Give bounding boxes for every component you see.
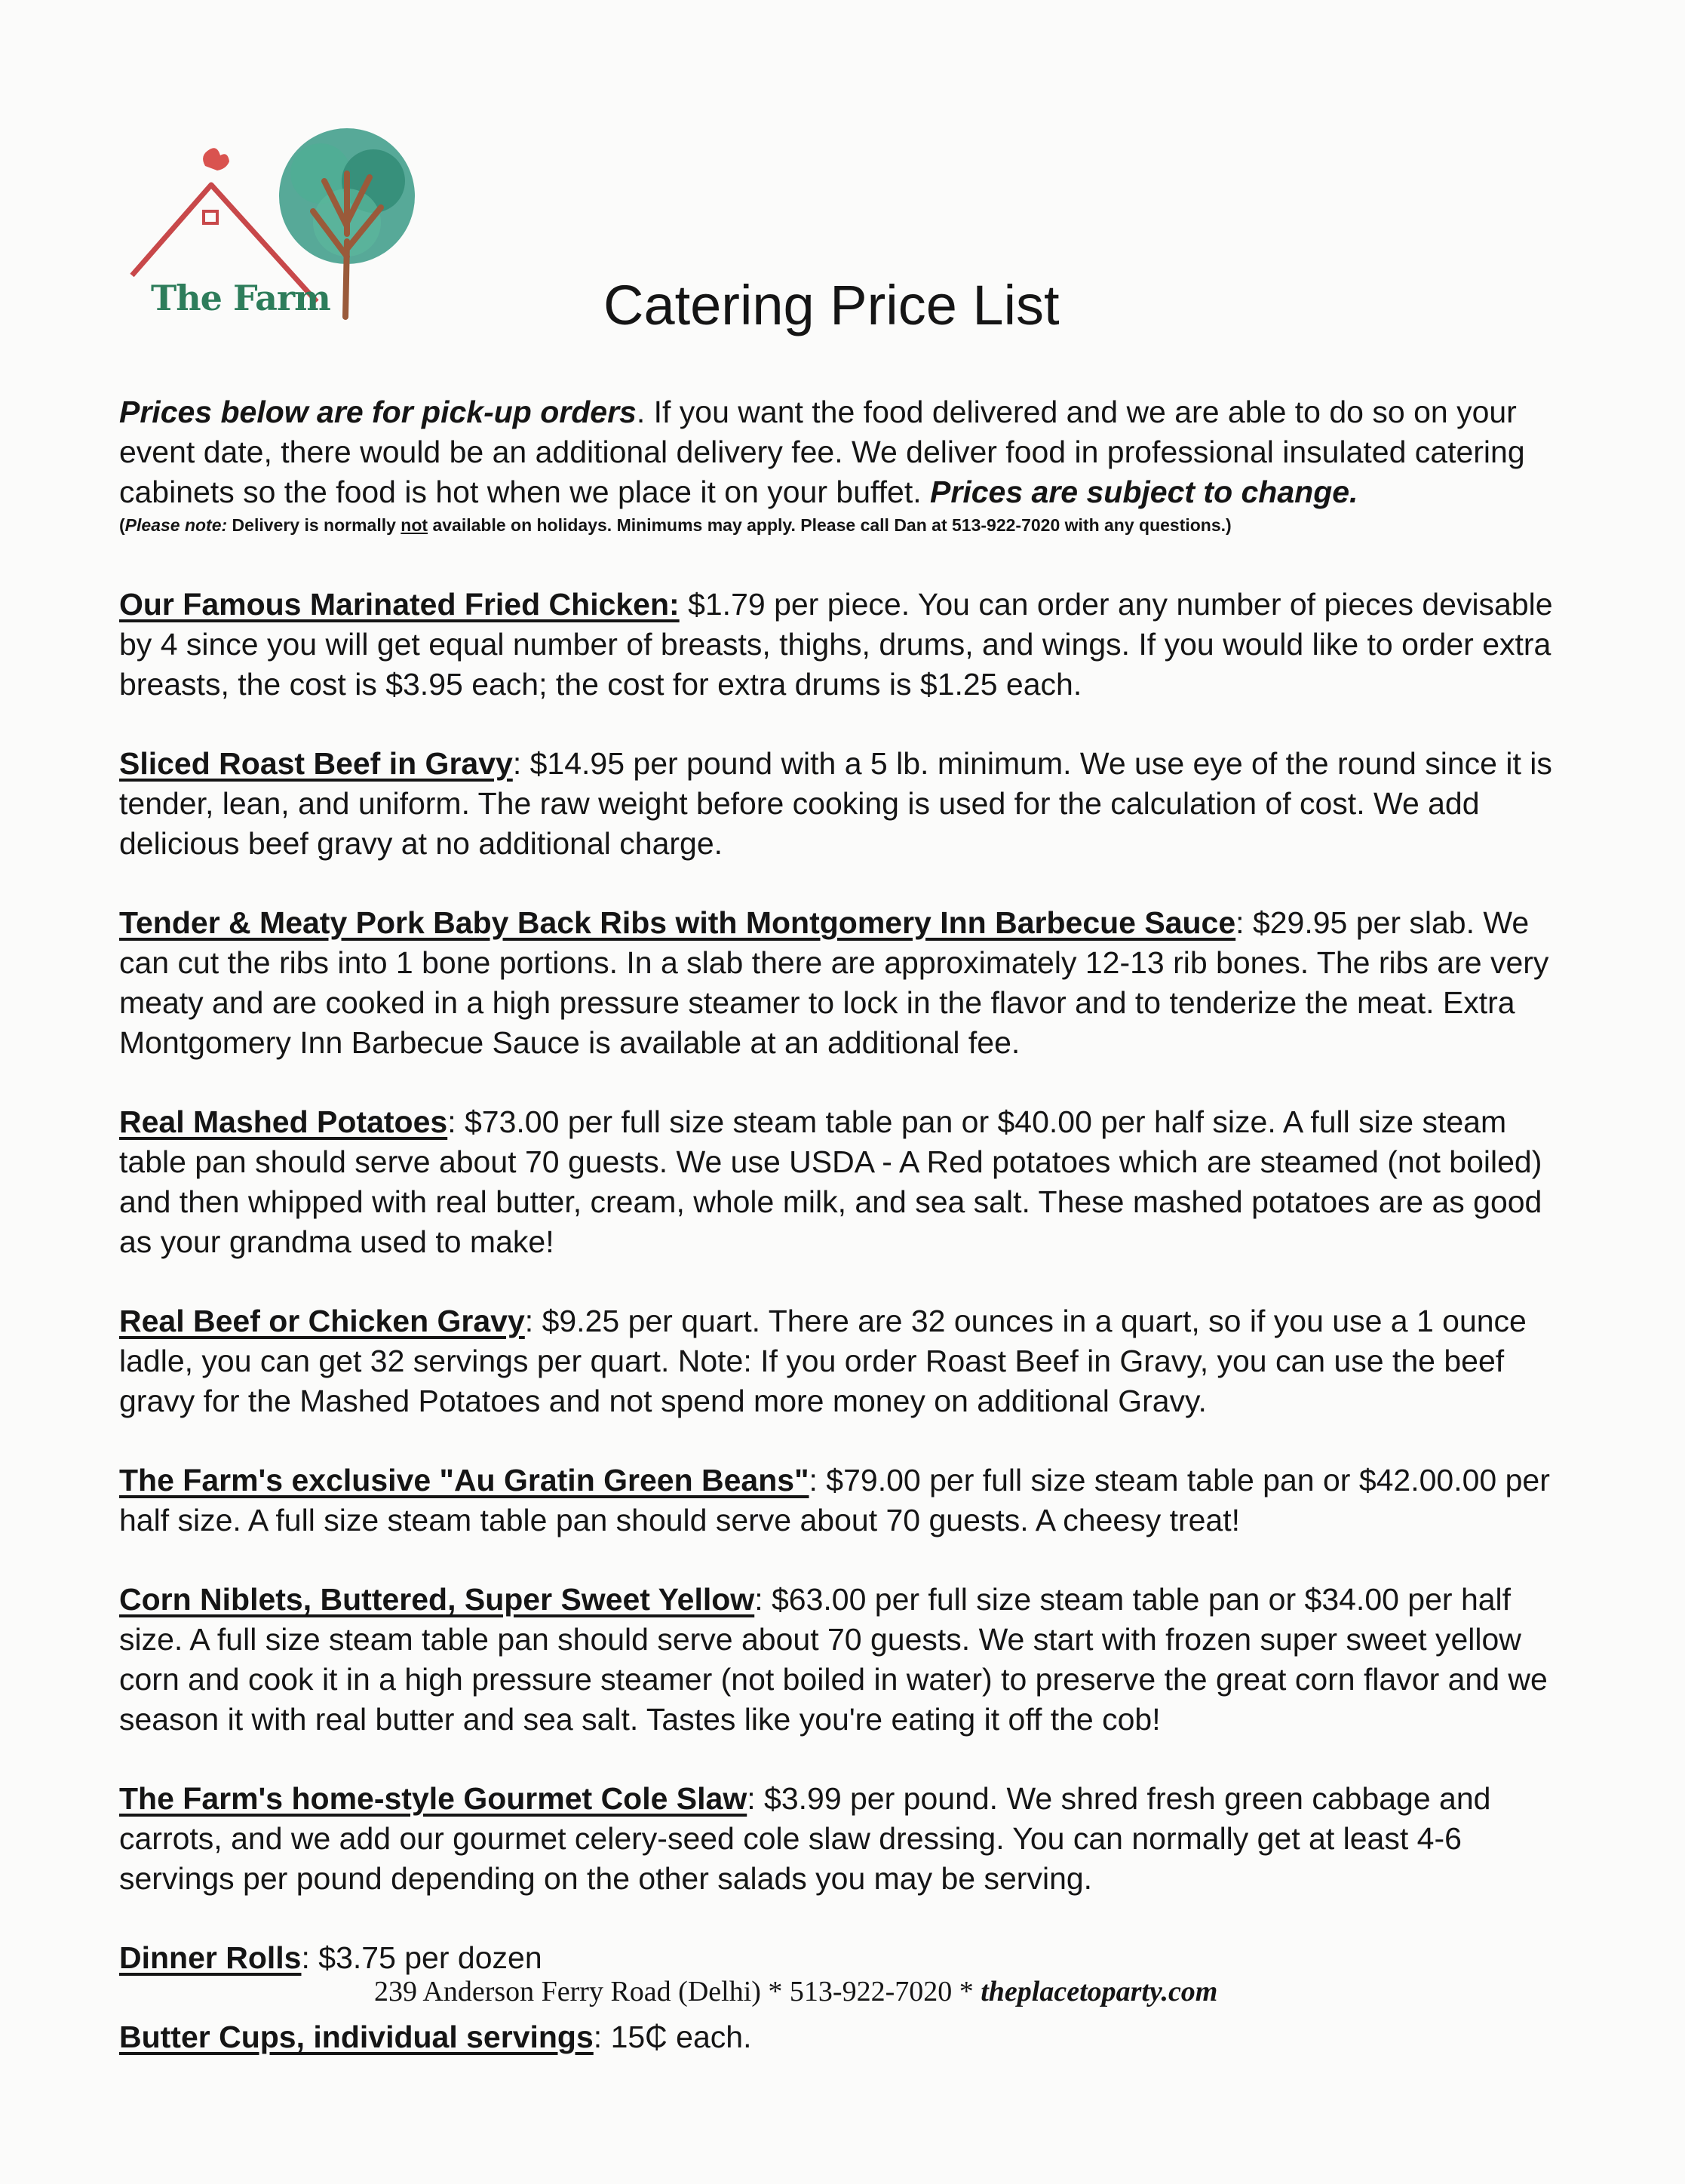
list-item (119, 744, 1575, 864)
list-item (119, 1580, 1575, 1740)
logo-text: The Farm (151, 278, 330, 318)
intro-emphasis: Prices are subject to change. (930, 475, 1358, 509)
item-name: Sliced Roast Beef in Gravy (119, 746, 513, 781)
item-name: The Farm's home-style Gourmet Cole Slaw (119, 1781, 747, 1816)
item-text: $1.79 per piece. You can order any number of pieces devisable by 4 since you will get equal number of breasts, thighs, drums, and wings. If you would like to order extra breasts, the cost is $3.95 each; the cost for extra drums is $1.25 each. (119, 587, 1553, 702)
list-item (119, 1102, 1575, 1262)
list-item (119, 1938, 1575, 1978)
intro-paragraph (119, 392, 1575, 512)
item-text: : $3.99 per pound. We shred fresh green cabbage and carrots, and we add our gourmet celery-seed cole slaw dressing. You can normally get at least 4-6 servings per pound depending on the other salads you may be serving. (119, 1781, 1491, 1896)
list-item (119, 903, 1575, 1063)
item-text: : $73.00 per full size steam table pan or $40.00 per half size. A full size steam table pan should serve about 70 guests. We use USDA - A Red potatoes which are steamed (not boiled) and then whipped with real butter, cream, whole milk, and sea salt. These mashed potatoes are as good as your grandma used to make! (119, 1104, 1542, 1259)
note-text-2: available on holidays. Minimums may apply. Please call Dan at 513-922-7020 with any questions.) (428, 515, 1232, 535)
footer-phone: 513-922-7020 (789, 1976, 953, 2007)
note-not: not (401, 515, 428, 535)
note-open: ( (119, 515, 125, 535)
farm-logo (121, 128, 453, 339)
item-name: Corn Niblets, Buttered, Super Sweet Yellow (119, 1582, 755, 1617)
intro-note (119, 514, 1575, 536)
list-item (119, 1301, 1575, 1421)
note-label: Please note: (124, 515, 228, 535)
item-text: : $63.00 per full size steam table pan or $34.00 per half size. A full size steam table pan should serve about 70 guests. We start with frozen super sweet yellow corn and cook it in a high pressure steamer (not boiled in water) to preserve the great corn flavor and we season it with real butter and sea salt. Tastes like you're eating it off the cob! (119, 1582, 1548, 1737)
footer-address: 239 Anderson Ferry Road (Delhi) (374, 1976, 761, 2007)
item-text: : 15₵ each. (593, 2020, 752, 2054)
item-name: The Farm's exclusive "Au Gratin Green Beans" (119, 1463, 809, 1497)
item-text: : $14.95 per pound with a 5 lb. minimum. We use eye of the round since it is tender, lean, and uniform. The raw weight before cooking is used for the calculation of cost. We add delicious beef gravy at no additional charge. (119, 746, 1552, 861)
footer-sep: * (952, 1976, 981, 2007)
list-item (119, 1461, 1575, 1540)
list-item (119, 1779, 1575, 1899)
item-name: Dinner Rolls (119, 1940, 302, 1975)
price-list (119, 392, 1575, 2096)
item-name: Real Mashed Potatoes (119, 1104, 448, 1139)
item-text: : $3.75 per dozen (301, 1940, 542, 1975)
note-text-1: Delivery is normally (227, 515, 401, 535)
list-item (119, 585, 1575, 705)
intro-body: . If you want the food delivered and we are able to do so on your event date, there would be an additional delivery fee. We deliver food in professional insulated catering cabinets so the food is hot when we place it on your buffet. (119, 395, 1525, 509)
item-text: : $29.95 per slab. We can cut the ribs into 1 bone portions. In a slab there are approximately 12-13 rib bones. The ribs are very meaty and are cooked in a high pressure steamer to lock in the flavor and to tenderize the meat. Extra Montgomery Inn Barbecue Sauce is available at an additional fee. (119, 905, 1549, 1060)
footer (374, 1975, 1217, 2008)
item-text: : $9.25 per quart. There are 32 ounces in a quart, so if you use a 1 ounce ladle, you can get 32 servings per quart. Note: If you order Roast Beef in Gravy, you can use the beef gravy for the Mashed Potatoes and not spend more money on additional Gravy. (119, 1304, 1527, 1418)
item-name: Real Beef or Chicken Gravy (119, 1304, 525, 1338)
footer-url: theplacetoparty.com (981, 1976, 1218, 2007)
footer-sep: * (760, 1976, 790, 2007)
item-name: Our Famous Marinated Fried Chicken: (119, 587, 680, 622)
intro-lead: Prices below are for pick-up orders (119, 395, 637, 429)
item-text: : $79.00 per full size steam table pan or $42.00.00 per half size. A full size steam table pan should serve about 70 guests. A cheesy treat! (119, 1463, 1550, 1537)
page-title: Catering Price List (603, 274, 1060, 336)
list-item (119, 2017, 1575, 2057)
item-name: Butter Cups, individual servings (119, 2020, 594, 2054)
item-name: Tender & Meaty Pork Baby Back Ribs with Montgomery Inn Barbecue Sauce (119, 905, 1236, 940)
